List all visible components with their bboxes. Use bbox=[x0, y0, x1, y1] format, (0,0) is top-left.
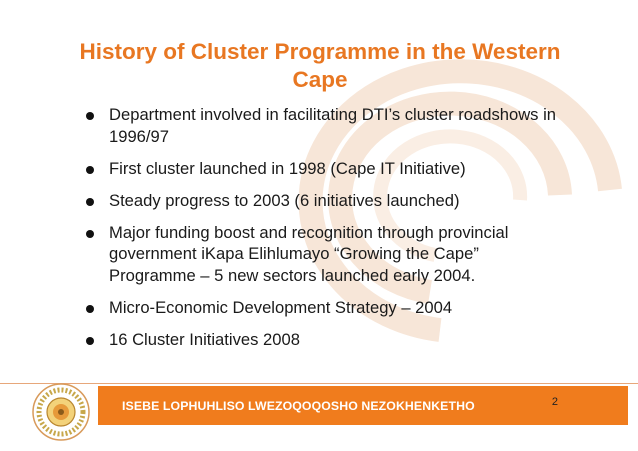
bullet-item bbox=[86, 104, 556, 147]
footer-divider bbox=[0, 383, 638, 384]
page-title: History of Cluster Programme in the Western Cape bbox=[79, 39, 561, 92]
bullet-text: 16 Cluster Initiatives 2008 bbox=[109, 329, 300, 349]
page-number: 2 bbox=[551, 396, 558, 408]
bullet-dot-icon bbox=[86, 166, 94, 174]
bullet-dot-icon bbox=[86, 198, 94, 206]
bullet-item bbox=[86, 329, 556, 351]
bullet-text: Department involved in facilitating DTI’s cluster roadshows in 1996/97 bbox=[109, 105, 557, 146]
bullet-text: Steady progress to 2003 (6 initiatives launched) bbox=[109, 190, 460, 210]
bullet-dot-icon bbox=[86, 112, 94, 120]
government-seal-icon bbox=[30, 381, 92, 443]
bullet-text: Major funding boost and recognition through provincial government iKapa Elihlumayo “Growing the Cape” Programme – 5 new sectors launched early 2004. bbox=[109, 222, 509, 285]
bullet-dot-icon bbox=[86, 305, 94, 313]
bullet-item bbox=[86, 158, 556, 180]
bullet-text: First cluster launched in 1998 (Cape IT Initiative) bbox=[109, 158, 466, 178]
bullet-dot-icon bbox=[86, 230, 94, 238]
bullet-item bbox=[86, 190, 556, 212]
footer-banner bbox=[98, 386, 628, 425]
bullet-dot-icon bbox=[86, 337, 94, 345]
bullet-text: Micro-Economic Development Strategy – 2004 bbox=[109, 297, 453, 317]
bullet-item bbox=[86, 297, 556, 319]
bullet-item bbox=[86, 222, 556, 287]
bullet-list bbox=[86, 104, 556, 361]
department-name: ISEBE LOPHUHLISO LWEZOQOQOSHO NEZOKHENKETHO bbox=[122, 399, 475, 413]
